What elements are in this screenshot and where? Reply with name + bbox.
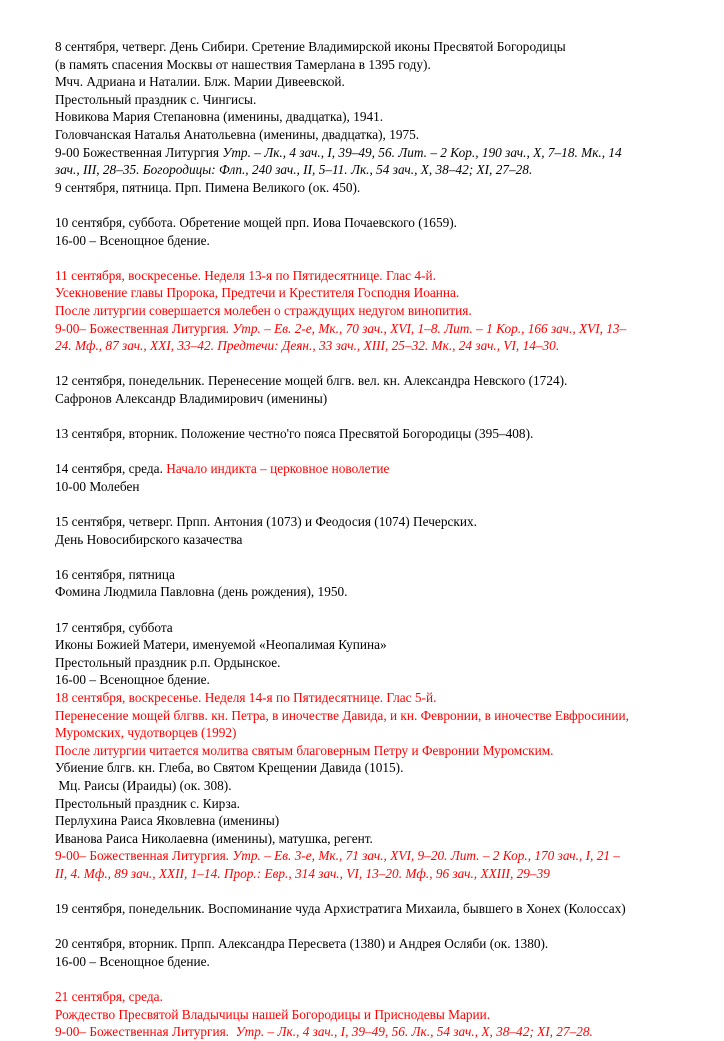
entry-sep-11	[55, 267, 705, 355]
liturgy-lead: 9-00– Божественная Литургия.	[55, 848, 233, 864]
entry-line: Престольный праздник с. Чингисы.	[55, 91, 257, 107]
entry-line: 15 сентября, четверг. Прпп. Антония (1073) и Феодосия (1074) Печерских.	[55, 514, 477, 530]
readings-continued: зач., III, 28–35. Богородицы: Флп., 240 зач., II, 5–11. Лк., 54 зач., X, 38–42; XI, 27–28.	[55, 162, 533, 178]
entry-line: Сафронов Александр Владимирович (именины)	[55, 390, 328, 406]
liturgy-line	[55, 144, 705, 162]
entry-line	[55, 460, 705, 478]
entry-line: 20 сентября, вторник. Прпп. Александра Пересвета (1380) и Андрея Осляби (ок. 1380).	[55, 936, 549, 952]
entry-sep-15	[55, 513, 705, 548]
entry-line: 21 сентября, среда.	[55, 989, 163, 1005]
entry-sep-8	[55, 38, 705, 196]
liturgy-lead: 9-00 Божественная Литургия	[55, 144, 223, 160]
entry-sep-14	[55, 460, 705, 495]
readings-continued: 24. Мф., 87 зач., XXI, 33–42. Предтечи: Деян., 33 зач., XIII, 25–32. Мк., 24 зач., VI, 14–30.	[55, 338, 560, 354]
entry-line: 18 сентября, воскресенье. Неделя 14-я по Пятидесятнице. Глас 5-й.	[55, 689, 437, 705]
entry-line: 9 сентября, пятница. Прп. Пимена Великого (ок. 450).	[55, 179, 361, 195]
readings-continued: II, 4. Мф., 89 зач., XXII, 1–14. Прор.: Евр., 314 зач., VI, 13–20. Мф., 96 зач., XXIII, 29–39	[55, 865, 550, 881]
liturgy-line	[55, 320, 705, 338]
entry-line: 16-00 – Всенощное бдение.	[55, 953, 210, 969]
entry-sep-12	[55, 372, 705, 407]
entry-line: Престольный праздник р.п. Ордынское.	[55, 654, 281, 670]
entry-sep-17	[55, 619, 705, 689]
entry-line: 16-00 – Всенощное бдение.	[55, 232, 210, 248]
readings: Утр. – Лк., 4 зач., I, 39–49, 56. Лк., 54 зач., X, 38–42; XI, 27–28.	[235, 1024, 593, 1040]
entry-line: После литургии совершается молебен о страждущих недугом винопития.	[55, 302, 472, 318]
entry-line: Фомина Людмила Павловна (день рождения), 1950.	[55, 584, 348, 600]
liturgy-line	[55, 1023, 705, 1041]
entry-line: Муромских, чудотворцев (1992)	[55, 725, 237, 741]
entry-line: 11 сентября, воскресенье. Неделя 13-я по Пятидесятнице. Глас 4-й.	[55, 267, 436, 283]
entry-sep-10	[55, 214, 705, 249]
entry-line: 17 сентября, суббота	[55, 619, 173, 635]
entry-sep-19	[55, 900, 705, 918]
entry-line: 19 сентября, понедельник. Воспоминание чуда Архистратига Михаила, бывшего в Хонех (Колоссах)	[55, 901, 626, 917]
entry-line: После литургии читается молитва святым благоверным Петру и Февронии Муромским.	[55, 742, 554, 758]
schedule-page	[55, 38, 705, 1041]
readings: Утр. – Ев. 3-е, Мк., 71 зач., XVI, 9–20. Лит. – 2 Кор., 170 зач., I, 21 –	[232, 848, 620, 864]
entry-line: 12 сентября, понедельник. Перенесение мощей блгв. вел. кн. Александра Невского (1724).	[55, 373, 568, 389]
entry-line: 10 сентября, суббота. Обретение мощей прп. Иова Почаевского (1659).	[55, 214, 458, 230]
entry-line: 13 сентября, вторник. Положение честно'го пояса Пресвятой Богородицы (395–408).	[55, 426, 534, 442]
entry-line: Головчанская Наталья Анатольевна (именины, двадцатка), 1975.	[55, 126, 420, 142]
entry-line: 16-00 – Всенощное бдение.	[55, 672, 210, 688]
liturgy-lead: 9-00– Божественная Литургия.	[55, 1024, 236, 1040]
readings: Утр. – Ев. 2-е, Мк., 70 зач., XVI, 1–8. Лит. – 1 Кор., 166 зач., XVI, 13–	[232, 320, 627, 336]
entry-line: Мчч. Адриана и Наталии. Блж. Марии Дивеевской.	[55, 74, 345, 90]
entry-sep-16	[55, 566, 705, 601]
entry-line: Перенесение мощей блгвв. кн. Петра, в иночестве Давида, и кн. Февронии, в иночестве Евфросинии,	[55, 707, 629, 723]
readings: Утр. – Лк., 4 зач., I, 39–49, 56. Лит. – 2 Кор., 190 зач., X, 7–18. Мк., 14	[222, 144, 622, 160]
entry-line: 10-00 Молебен	[55, 478, 140, 494]
entry-sep-20	[55, 935, 705, 970]
entry-line: Иконы Божией Матери, именуемой «Неопалимая Купина»	[55, 637, 387, 653]
entry-sep-21	[55, 988, 705, 1041]
entry-line: Престольный праздник с. Кирза.	[55, 795, 240, 811]
liturgy-lead: 9-00– Божественная Литургия.	[55, 320, 233, 336]
entry-sep-13	[55, 425, 705, 443]
entry-line: Иванова Раиса Николаевна (именины), матушка, регент.	[55, 830, 373, 846]
date-text: 14 сентября, среда.	[55, 461, 167, 477]
entry-line: День Новосибирского казачества	[55, 531, 243, 547]
entry-line: Мц. Раисы (Ираиды) (ок. 308).	[55, 777, 232, 793]
entry-line: 16 сентября, пятница	[55, 566, 175, 582]
entry-sep-18	[55, 689, 705, 883]
feast-text: Начало индикта – церковное новолетие	[166, 461, 390, 477]
entry-line: (в память спасения Москвы от нашествия Тамерлана в 1395 году).	[55, 56, 431, 72]
entry-line: 8 сентября, четверг. День Сибири. Сретение Владимирской иконы Пресвятой Богородицы	[55, 39, 566, 54]
liturgy-line	[55, 847, 705, 865]
entry-line: Перлухина Раиса Яковлевна (именины)	[55, 813, 280, 829]
entry-line: Усекновение главы Пророка, Предтечи и Крестителя Господня Иоанна.	[55, 285, 460, 301]
entry-line: Рождество Пресвятой Владычицы нашей Богородицы и Приснодевы Марии.	[55, 1006, 491, 1022]
entry-line: Убиение блгв. кн. Глеба, во Святом Крещении Давида (1015).	[55, 760, 404, 776]
entry-line: Новикова Мария Степановна (именины, двадцатка), 1941.	[55, 109, 384, 125]
